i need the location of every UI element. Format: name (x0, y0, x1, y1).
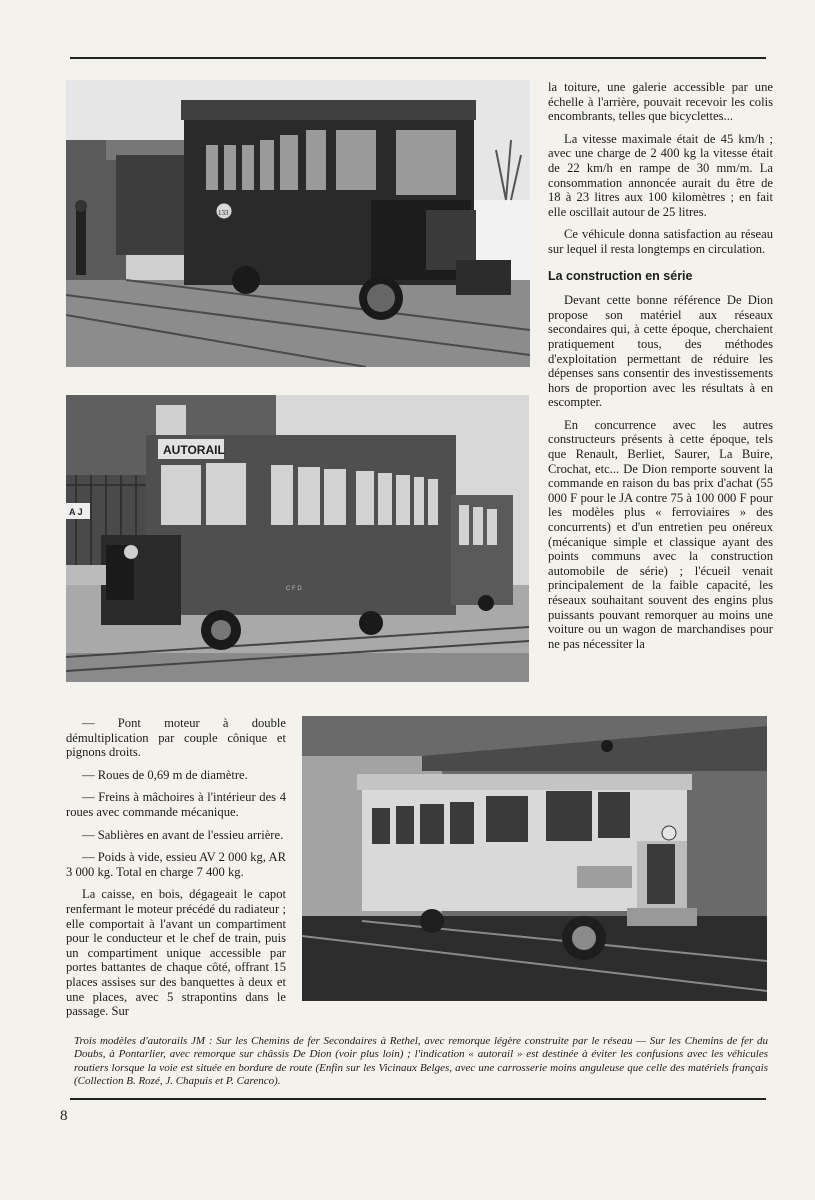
spec-item: — Sablières en avant de l'essieu arrière. (82, 827, 284, 842)
photo-railcar-rethel (66, 80, 530, 367)
spec-item: — Freins à mâchoires à l'intérieur des 4 roues avec commande mécanique. (66, 790, 286, 819)
photo-autorail-pontarlier (66, 395, 529, 682)
paragraph: la toiture, une galerie accessible par une échelle à l'arrière, pouvait recevoir les colis encombrants, telles que bicyclettes... (548, 80, 773, 124)
spec-item: — Pont moteur à double démultiplication par couple cônique et pignons droits. (66, 716, 286, 760)
figure-caption: Trois modèles d'autorails JM : Sur les Chemins de fer Secondaires à Rethel, avec remorque légère construite par le réseau — Sur les Chemins de fer du Doubs, à Pontarlier, avec remorque sur châssis De Dion (voir plus loin) ; l'indication « autorail » est destinée à éviter les confusions avec les véhicules routiers lorsque la voie est située en bordure de route (Enfin sur les Vicinaux Belges, avec une carrosserie moins anguleuse que celle des matériels français (Collection B. Rozé, J. Chapuis et P. Carenco). (74, 1035, 768, 1088)
text-column-right (548, 80, 773, 659)
top-rule (70, 57, 766, 59)
paragraph: La vitesse maximale était de 45 km/h ; avec une charge de 2 400 kg la vitesse était de 22 km/h en rampe de 30 mm/m. La consommation annoncée aurait du être de 18 à 23 litres aux 100 kilomètres ; en fait elle oscillait autour de 25 litres. (548, 131, 773, 219)
paragraph: En concurrence avec les autres constructeurs présents à cette époque, tels que Renault, Berliet, Saurer, La Buire, Crochat, etc... De Dion remporte souvent la commande en raison du bas prix d'achat (55 000 F pour le JA contre 75 à 100 000 F pour les modèles plus « ferroviaires » des concurrents) et d'un entretien peu onéreux (mécanique simple et classique ayant des points communs avec la construction automobile de série) ; l'écueil venait principalement de la faible capacité, les réseaux souhaitant souvent des engins plus puissants pouvant remorquer au moins une voiture ou un wagon de marchandises pour ne pas nécessiter la (548, 417, 773, 651)
body-mark: C F D (286, 586, 302, 592)
bottom-rule (70, 1098, 766, 1100)
paragraph: La caisse, en bois, dégageait le capot renfermant le moteur précédé du radiateur ; elle comportait à l'avant un compartiment pour le conducteur et le chef de train, puis un compartiment unique accessible par portes battantes de chaque côté, offrant 15 places assises sur des banquettes à deux et une places, avec 5 strapontins dans le passage. Sur (66, 887, 286, 1019)
page-number: 8 (60, 1108, 68, 1124)
wall-sign: A J (69, 507, 83, 517)
paragraph: Ce véhicule donna satisfaction au réseau sur lequel il resta longtemps en circulation. (548, 227, 773, 256)
autorail-sign: AUTORAIL (163, 443, 225, 457)
text-column-left (66, 716, 286, 1027)
number-plate: 133 (218, 209, 229, 217)
photo-railcar-vicinaux-belges (302, 716, 767, 1001)
spec-item: — Poids à vide, essieu AV 2 000 kg, AR 3 000 kg. Total en charge 7 400 kg. (66, 850, 286, 879)
spec-item: — Roues de 0,69 m de diamètre. (82, 767, 248, 782)
paragraph: Devant cette bonne référence De Dion propose son matériel aux réseaux secondaires qui, à cette époque, cherchaient pratiquement tous, des méthodes d'exploitation permettant de réduire les dépenses sans consentir des investissements hors de proportion avec les résultats à en escompter. (548, 293, 773, 410)
section-heading: La construction en série (548, 268, 693, 283)
